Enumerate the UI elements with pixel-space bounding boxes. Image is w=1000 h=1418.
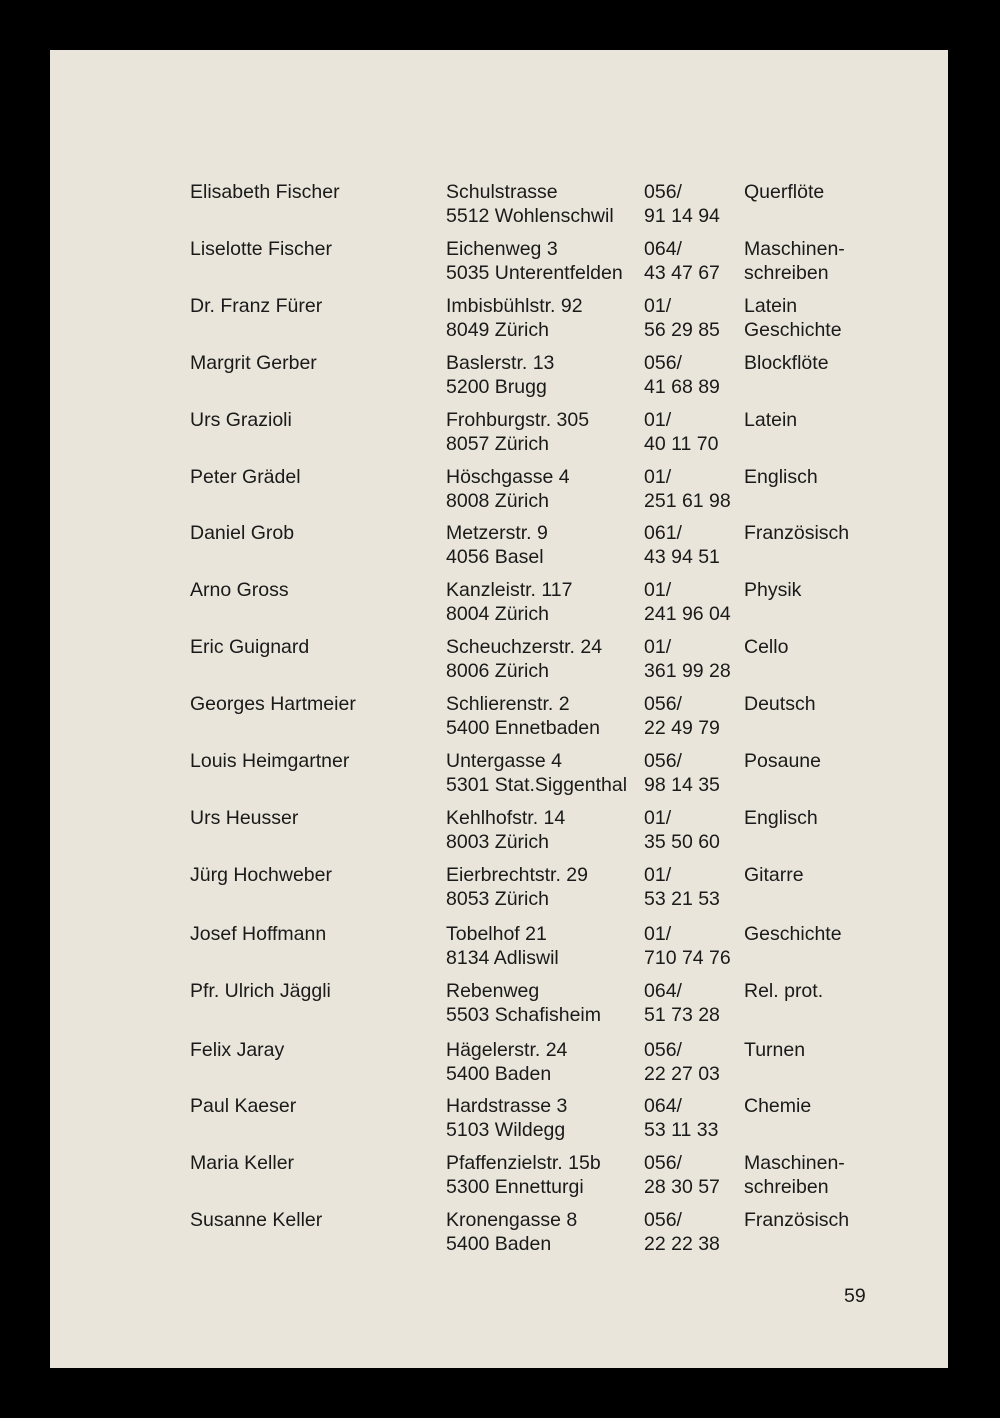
entry-city: 8008 Zürich: [446, 490, 549, 512]
entry-number: 56 29 85: [644, 319, 720, 341]
entry-address: [446, 979, 601, 1027]
entry-street: Eierbrechtstr. 29: [446, 864, 588, 886]
entry-city: 5400 Baden: [446, 1233, 552, 1255]
entry-city: 8053 Zürich: [446, 888, 549, 910]
entry-number: 43 94 51: [644, 546, 720, 568]
entry-subject-line-1: Turnen: [744, 1039, 806, 1061]
entry-phone: [644, 351, 720, 399]
entry-name: Josef Hoffmann: [190, 923, 327, 945]
entry-city: 5400 Ennetbaden: [446, 717, 600, 739]
entry-area-code: 061/: [644, 522, 682, 544]
entry-area-code: 056/: [644, 693, 682, 715]
entry-address: [446, 237, 623, 285]
entry-number: 241 96 04: [644, 603, 731, 625]
entry-phone: [644, 180, 720, 228]
entry-subject-line-1: Querflöte: [744, 181, 825, 203]
entry-address: [446, 1038, 567, 1086]
entry-subject: [744, 635, 788, 659]
entry-subject-line-1: Rel. prot.: [744, 980, 824, 1002]
entry-subject: [744, 979, 823, 1003]
entry-area-code: 056/: [644, 352, 682, 374]
entry-phone: [644, 1038, 720, 1086]
entry-address: [446, 408, 589, 456]
entry-street: Baslerstr. 13: [446, 352, 555, 374]
entry-phone: [644, 578, 731, 626]
entry-area-code: 01/: [644, 466, 672, 488]
entry-address: [446, 749, 627, 797]
entry-area-code: 056/: [644, 1152, 682, 1174]
entry-subject-line-1: Englisch: [744, 807, 818, 829]
directory-entry: [50, 979, 948, 1029]
entry-city: 5200 Brugg: [446, 376, 547, 398]
entry-phone: [644, 1094, 718, 1142]
entry-name: Elisabeth Fischer: [190, 181, 340, 203]
entry-address: [446, 465, 570, 513]
entry-address: [446, 806, 565, 854]
entry-phone: [644, 294, 720, 342]
entry-area-code: 056/: [644, 1209, 682, 1231]
entry-subject: [744, 1094, 811, 1118]
entry-address: [446, 635, 602, 683]
entry-area-code: 064/: [644, 238, 682, 260]
entry-name: Daniel Grob: [190, 522, 295, 544]
entry-street: Hägelerstr. 24: [446, 1039, 568, 1061]
entry-name: Liselotte Fischer: [190, 238, 332, 260]
entry-phone: [644, 749, 720, 797]
entry-name: Louis Heimgartner: [190, 750, 350, 772]
directory-entry: [50, 1151, 948, 1201]
entry-phone: [644, 806, 720, 854]
entry-number: 251 61 98: [644, 490, 731, 512]
entry-name: Pfr. Ulrich Jäggli: [190, 980, 331, 1002]
entry-city: 8057 Zürich: [446, 433, 549, 455]
entry-area-code: 01/: [644, 923, 672, 945]
entry-name: Georges Hartmeier: [190, 693, 356, 715]
entry-name: Dr. Franz Fürer: [190, 295, 323, 317]
page-number: 59: [844, 1285, 866, 1307]
entry-address: [446, 578, 572, 626]
entry-subject: [744, 863, 804, 887]
entry-area-code: 064/: [644, 980, 682, 1002]
entry-city: 4056 Basel: [446, 546, 544, 568]
entry-address: [446, 1208, 577, 1256]
entry-city: 8049 Zürich: [446, 319, 549, 341]
entry-street: Frohburgstr. 305: [446, 409, 590, 431]
directory-entry: [50, 1208, 948, 1258]
entry-name: Susanne Keller: [190, 1209, 323, 1231]
entry-number: 35 50 60: [644, 831, 720, 853]
entry-phone: [644, 979, 720, 1027]
entry-street: Eichenweg 3: [446, 238, 558, 260]
entry-address: [446, 692, 600, 740]
entry-subject-line-1: Maschinen-: [744, 1152, 845, 1174]
entry-number: 710 74 76: [644, 947, 731, 969]
entry-phone: [644, 465, 731, 513]
entry-street: Rebenweg: [446, 980, 540, 1002]
entry-phone: [644, 922, 731, 970]
entry-phone: [644, 635, 731, 683]
entry-name: Urs Grazioli: [190, 409, 292, 431]
entry-subject-line-1: Latein: [744, 295, 798, 317]
entry-street: Untergasse 4: [446, 750, 562, 772]
entry-subject-line-1: Cello: [744, 636, 789, 658]
entry-street: Höschgasse 4: [446, 466, 570, 488]
entry-city: 8006 Zürich: [446, 660, 549, 682]
entry-subject: [744, 922, 842, 946]
directory-entry: [50, 922, 948, 972]
directory-entry: [50, 294, 948, 344]
entry-number: 22 27 03: [644, 1063, 720, 1085]
entry-street: Schulstrasse: [446, 181, 558, 203]
entry-name: Urs Heusser: [190, 807, 299, 829]
entry-subject-line-1: Blockflöte: [744, 352, 829, 374]
entry-street: Scheuchzerstr. 24: [446, 636, 603, 658]
entry-number: 98 14 35: [644, 774, 720, 796]
entry-phone: [644, 408, 718, 456]
entry-name: Eric Guignard: [190, 636, 310, 658]
directory-entry: [50, 237, 948, 287]
entry-number: 53 11 33: [644, 1119, 719, 1141]
entry-subject-line-2: schreiben: [744, 262, 829, 284]
directory-entry: [50, 465, 948, 515]
entry-subject-line-1: Physik: [744, 579, 802, 601]
entry-subject: [744, 1208, 849, 1232]
entry-subject: [744, 1038, 805, 1062]
entry-phone: [644, 692, 720, 740]
entry-phone: [644, 1208, 720, 1256]
entry-area-code: 056/: [644, 181, 682, 203]
entry-phone: [644, 521, 720, 569]
entry-street: Hardstrasse 3: [446, 1095, 568, 1117]
entry-city: 5301 Stat.Siggenthal: [446, 774, 628, 796]
entry-subject-line-1: Französisch: [744, 1209, 850, 1231]
entry-address: [446, 180, 614, 228]
entry-subject-line-1: Latein: [744, 409, 798, 431]
entry-name: Arno Gross: [190, 579, 289, 601]
entry-number: 43 47 67: [644, 262, 720, 284]
entry-subject: [744, 692, 816, 716]
entry-subject-line-1: Deutsch: [744, 693, 816, 715]
entry-number: 28 30 57: [644, 1176, 720, 1198]
entry-subject-line-2: schreiben: [744, 1176, 829, 1198]
entry-city: 5503 Schafisheim: [446, 1004, 602, 1026]
entry-street: Metzerstr. 9: [446, 522, 548, 544]
entry-city: 5103 Wildegg: [446, 1119, 566, 1141]
entry-city: 5400 Baden: [446, 1063, 552, 1085]
entry-address: [446, 1151, 601, 1199]
entry-street: Kronengasse 8: [446, 1209, 578, 1231]
entry-number: 22 22 38: [644, 1233, 720, 1255]
entry-street: Kanzleistr. 117: [446, 579, 573, 601]
entry-name: Felix Jaray: [190, 1039, 285, 1061]
entry-address: [446, 294, 583, 342]
entry-phone: [644, 237, 720, 285]
entry-city: 5300 Ennetturgi: [446, 1176, 584, 1198]
entry-area-code: 01/: [644, 579, 672, 601]
entry-number: 51 73 28: [644, 1004, 720, 1026]
directory-entry: [50, 180, 948, 230]
directory-entry: [50, 1038, 948, 1088]
directory-entry: [50, 806, 948, 856]
entry-number: 40 11 70: [644, 433, 719, 455]
entry-street: Schlierenstr. 2: [446, 693, 570, 715]
entry-phone: [644, 863, 720, 911]
entry-subject-line-1: Maschinen-: [744, 238, 845, 260]
entry-address: [446, 863, 588, 911]
entry-street: Kehlhofstr. 14: [446, 807, 566, 829]
entry-address: [446, 1094, 567, 1142]
entry-name: Peter Grädel: [190, 466, 301, 488]
entry-name: Maria Keller: [190, 1152, 295, 1174]
directory-entry: [50, 1094, 948, 1144]
entry-address: [446, 521, 548, 569]
entry-subject: [744, 294, 842, 342]
entry-area-code: 01/: [644, 409, 672, 431]
directory-entry: [50, 863, 948, 913]
entry-street: Tobelhof 21: [446, 923, 547, 945]
entry-city: 8004 Zürich: [446, 603, 549, 625]
entry-area-code: 01/: [644, 295, 672, 317]
entry-city: 5035 Unterentfelden: [446, 262, 623, 284]
entry-subject: [744, 1151, 845, 1199]
entry-street: Pfaffenzielstr. 15b: [446, 1152, 601, 1174]
entry-city: 8134 Adliswil: [446, 947, 559, 969]
entry-street: Imbisbühlstr. 92: [446, 295, 583, 317]
entry-number: 361 99 28: [644, 660, 731, 682]
entry-name: Jürg Hochweber: [190, 864, 332, 886]
entry-number: 22 49 79: [644, 717, 720, 739]
entry-subject: [744, 180, 824, 204]
entry-subject: [744, 521, 849, 545]
entry-subject: [744, 351, 829, 375]
entry-area-code: 01/: [644, 636, 672, 658]
entry-address: [446, 351, 554, 399]
entry-subject-line-1: Englisch: [744, 466, 818, 488]
entry-subject: [744, 749, 821, 773]
entry-city: 8003 Zürich: [446, 831, 549, 853]
entry-number: 41 68 89: [644, 376, 720, 398]
entry-area-code: 01/: [644, 807, 672, 829]
directory-entry: [50, 408, 948, 458]
entry-subject-line-1: Geschichte: [744, 923, 842, 945]
entry-subject-line-2: Geschichte: [744, 319, 842, 341]
entry-address: [446, 922, 559, 970]
entry-area-code: 064/: [644, 1095, 682, 1117]
entry-city: 5512 Wohlenschwil: [446, 205, 614, 227]
entry-phone: [644, 1151, 720, 1199]
directory-entry: [50, 521, 948, 571]
directory-entry: [50, 749, 948, 799]
entry-subject: [744, 237, 845, 285]
entry-subject: [744, 806, 818, 830]
entry-subject-line-1: Französisch: [744, 522, 850, 544]
entry-subject-line-1: Chemie: [744, 1095, 812, 1117]
entry-subject: [744, 578, 801, 602]
entry-area-code: 056/: [644, 1039, 682, 1061]
entry-area-code: 01/: [644, 864, 672, 886]
document-page: [50, 50, 948, 1368]
entry-number: 91 14 94: [644, 205, 720, 227]
directory-entry: [50, 635, 948, 685]
entry-subject: [744, 465, 818, 489]
directory-entry: [50, 578, 948, 628]
directory-entry: [50, 351, 948, 401]
entry-area-code: 056/: [644, 750, 682, 772]
entry-subject-line-1: Posaune: [744, 750, 821, 772]
entry-name: Margrit Gerber: [190, 352, 317, 374]
entry-number: 53 21 53: [644, 888, 720, 910]
entry-subject-line-1: Gitarre: [744, 864, 804, 886]
entry-subject: [744, 408, 797, 432]
entry-name: Paul Kaeser: [190, 1095, 297, 1117]
directory-entry: [50, 692, 948, 742]
